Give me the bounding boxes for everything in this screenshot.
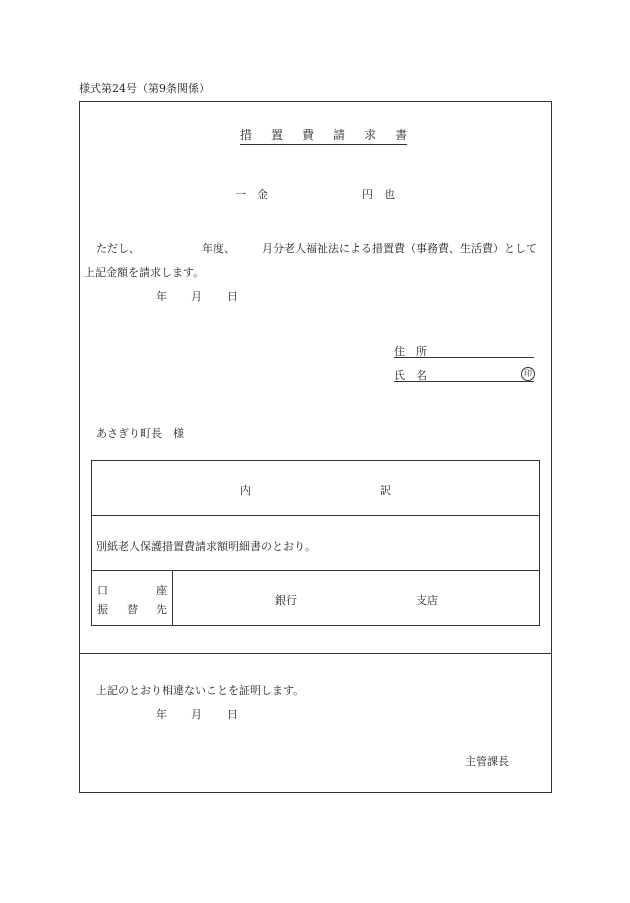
cert-date-month-label: 月	[191, 708, 202, 721]
form-number: 様式第24号（第9条関係）	[79, 82, 210, 95]
certification-signer: 主管課長	[465, 755, 509, 768]
table-col-divider	[172, 570, 173, 626]
body-line1-b: 年度、	[202, 242, 235, 255]
account-label-line1-b: 座	[156, 584, 167, 597]
cert-date-day-label: 日	[227, 708, 238, 721]
name-underline	[394, 381, 534, 382]
date-month-label: 月	[191, 290, 202, 303]
table-divider-2	[91, 570, 540, 571]
amount-suffix: 円 也	[362, 188, 395, 201]
document-title: 措 置 費 請 求 書	[240, 126, 407, 145]
breakdown-header-right: 訳	[380, 484, 391, 497]
cert-date-year-label: 年	[156, 708, 167, 721]
date-year-label: 年	[156, 290, 167, 303]
breakdown-header-left: 内	[240, 484, 251, 497]
body-line1-a: ただし、	[96, 242, 140, 255]
body-line1-c: 月分老人福祉法による措置費（事務費、生活費）として	[262, 242, 537, 255]
certification-text: 上記のとおり相違ないことを証明します。	[96, 684, 305, 697]
account-label-line2-a: 振	[97, 603, 108, 616]
table-divider-1	[91, 515, 540, 516]
branch-label: 支店	[416, 594, 438, 607]
addressee: あさぎり町長 様	[96, 427, 184, 440]
amount-prefix: 一 金	[235, 188, 268, 201]
address-underline	[394, 357, 534, 358]
date-day-label: 日	[227, 290, 238, 303]
account-label-line1-a: 口	[97, 584, 108, 597]
bank-label: 銀行	[275, 594, 297, 607]
address-label: 住 所	[394, 345, 427, 358]
seal-mark: 印	[521, 367, 535, 381]
account-label-line2-b: 替	[127, 603, 138, 616]
account-label-line2-c: 先	[156, 603, 167, 616]
name-label: 氏 名	[394, 369, 427, 382]
breakdown-content: 別紙老人保護措置費請求額明細書のとおり。	[96, 540, 316, 553]
section-divider	[79, 653, 552, 654]
body-line2: 上記金額を請求します。	[84, 266, 205, 279]
